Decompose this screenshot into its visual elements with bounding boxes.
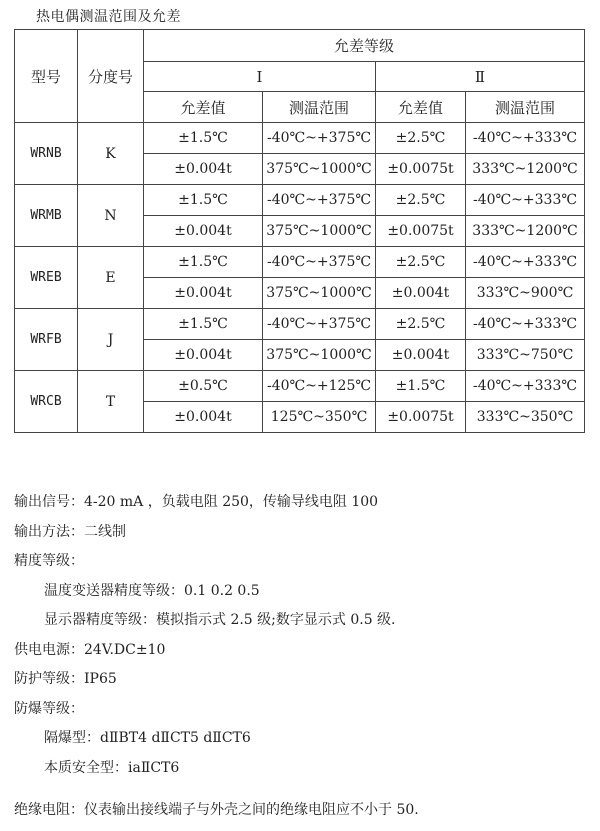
cell-range-2: 333℃~350℃ bbox=[466, 402, 585, 433]
power-supply: 供电电源：24V.DC±10 bbox=[14, 641, 166, 658]
table-row bbox=[15, 185, 585, 216]
cell-tolerance-2: ±2.5℃ bbox=[376, 185, 466, 216]
cell-range-1: 125℃~350℃ bbox=[263, 402, 376, 433]
cell-range-2: 333℃~900℃ bbox=[466, 278, 585, 309]
insulation-resistance: 绝缘电阻：仪表输出接线端子与外壳之间的绝缘电阻应不小于 50. bbox=[14, 802, 419, 818]
cell-graduation: J bbox=[78, 309, 144, 371]
cell-graduation: N bbox=[78, 185, 144, 247]
cell-model: WRCB bbox=[15, 371, 78, 433]
cell-tolerance-2: ±2.5℃ bbox=[376, 247, 466, 278]
cell-tolerance-1: ±1.5℃ bbox=[144, 247, 263, 278]
table-caption: 热电偶测温范围及允差 bbox=[36, 9, 181, 25]
accuracy-title: 精度等级： bbox=[14, 553, 84, 569]
cell-range-1: -40℃~+375℃ bbox=[263, 123, 376, 154]
cell-tolerance-1: ±1.5℃ bbox=[144, 123, 263, 154]
cell-model: WRNB bbox=[15, 123, 78, 185]
transmitter-accuracy: 温度变送器精度等级：0.1 0.2 0.5 bbox=[44, 582, 260, 599]
table-row bbox=[15, 123, 585, 154]
header-graduation: 分度号 bbox=[78, 30, 144, 123]
spec-notes bbox=[14, 488, 584, 783]
cell-range-2: -40℃~+333℃ bbox=[466, 247, 585, 278]
header-range-1: 测温范围 bbox=[263, 92, 376, 123]
intrinsic-safety-type: 本质安全型：iaⅡCT6 bbox=[44, 759, 180, 776]
cell-range-1: 375℃~1000℃ bbox=[263, 216, 376, 247]
cell-tolerance-1: ±0.004t bbox=[144, 278, 263, 309]
header-tolerance-value-2: 允差值 bbox=[376, 92, 466, 123]
header-grade-2: Ⅱ bbox=[376, 62, 585, 92]
cell-tolerance-2: ±0.004t bbox=[376, 278, 466, 309]
cell-tolerance-2: ±2.5℃ bbox=[376, 309, 466, 340]
thermocouple-tolerance-table bbox=[14, 29, 585, 433]
cell-range-2: 333℃~1200℃ bbox=[466, 154, 585, 185]
cell-tolerance-2: ±0.004t bbox=[376, 340, 466, 371]
protection-grade: 防护等级：IP65 bbox=[14, 671, 117, 687]
cell-graduation: K bbox=[78, 123, 144, 185]
cell-range-1: 375℃~1000℃ bbox=[263, 154, 376, 185]
header-grade-1: Ⅰ bbox=[144, 62, 376, 92]
cell-tolerance-1: ±0.004t bbox=[144, 154, 263, 185]
cell-tolerance-2: ±0.0075t bbox=[376, 154, 466, 185]
cell-model: WRMB bbox=[15, 185, 78, 247]
cell-range-1: -40℃~+375℃ bbox=[263, 247, 376, 278]
cell-tolerance-1: ±1.5℃ bbox=[144, 309, 263, 340]
header-range-2: 测温范围 bbox=[466, 92, 585, 123]
cell-tolerance-2: ±0.0075t bbox=[376, 216, 466, 247]
cell-range-2: -40℃~+333℃ bbox=[466, 309, 585, 340]
cell-range-1: -40℃~+375℃ bbox=[263, 309, 376, 340]
cell-tolerance-2: ±2.5℃ bbox=[376, 123, 466, 154]
header-tolerance-grade: 允差等级 bbox=[144, 30, 585, 62]
cell-tolerance-1: ±0.5℃ bbox=[144, 371, 263, 402]
header-model: 型号 bbox=[15, 30, 78, 123]
table-row bbox=[15, 309, 585, 340]
output-signal: 输出信号：4-20 mA ，负载电阻 250，传输导线电阻 100 bbox=[14, 494, 379, 510]
cell-range-1: 375℃~1000℃ bbox=[263, 278, 376, 309]
cell-range-2: 333℃~750℃ bbox=[466, 340, 585, 371]
display-accuracy: 显示器精度等级：模拟指示式 2.5 级;数字显示式 0.5 级. bbox=[44, 612, 396, 628]
cell-graduation: E bbox=[78, 247, 144, 309]
cell-range-2: -40℃~+333℃ bbox=[466, 371, 585, 402]
explosion-title: 防爆等级： bbox=[14, 700, 84, 717]
cell-tolerance-1: ±1.5℃ bbox=[144, 185, 263, 216]
header-tolerance-value-1: 允差值 bbox=[144, 92, 263, 123]
cell-range-2: -40℃~+333℃ bbox=[466, 185, 585, 216]
cell-tolerance-1: ±0.004t bbox=[144, 402, 263, 433]
cell-tolerance-1: ±0.004t bbox=[144, 340, 263, 371]
cell-range-1: 375℃~1000℃ bbox=[263, 340, 376, 371]
cell-tolerance-1: ±0.004t bbox=[144, 216, 263, 247]
cell-range-1: -40℃~+125℃ bbox=[263, 371, 376, 402]
cell-tolerance-2: ±0.0075t bbox=[376, 402, 466, 433]
output-method: 输出方法：二线制 bbox=[14, 523, 126, 540]
cell-range-1: -40℃~+375℃ bbox=[263, 185, 376, 216]
flameproof-type: 隔爆型：dⅡBT4 dⅡCT5 dⅡCT6 bbox=[44, 730, 251, 746]
cell-tolerance-2: ±1.5℃ bbox=[376, 371, 466, 402]
table-row bbox=[15, 371, 585, 402]
cell-range-2: 333℃~1200℃ bbox=[466, 216, 585, 247]
cell-model: WREB bbox=[15, 247, 78, 309]
cell-graduation: T bbox=[78, 371, 144, 433]
cell-model: WRFB bbox=[15, 309, 78, 371]
cell-range-2: -40℃~+333℃ bbox=[466, 123, 585, 154]
table-row bbox=[15, 247, 585, 278]
